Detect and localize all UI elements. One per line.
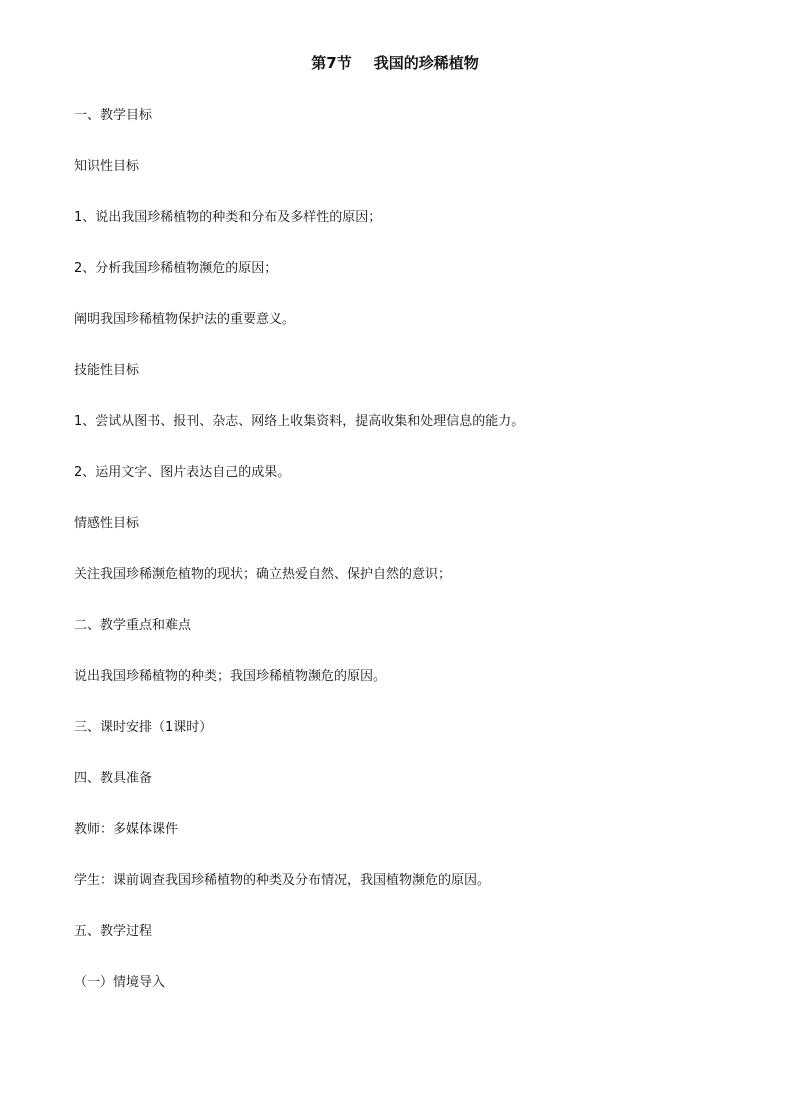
page-title [0,53,790,73]
paragraph-line: 教师：多媒体课件 [74,822,179,837]
subheading-skill-goals: 技能性目标 [74,363,140,378]
subheading-knowledge-goals: 知识性目标 [74,159,140,174]
heading-materials: 四、教具准备 [74,771,153,786]
title-text: 我国的珍稀植物 [373,54,479,72]
heading-key-points: 二、教学重点和难点 [74,618,192,633]
subheading-introduction: （一）情境导入 [74,975,166,990]
paragraph-line: 1、说出我国珍稀植物的种类和分布及多样性的原因； [74,210,382,225]
heading-teaching-goals: 一、教学目标 [74,108,153,123]
subheading-emotional-goals: 情感性目标 [74,516,140,531]
paragraph-line: 1、尝试从图书、报刊、杂志、网络上收集资料，提高收集和处理信息的能力。 [74,414,525,429]
paragraph-line: 关注我国珍稀濒危植物的现状；确立热爱自然、保护自然的意识； [74,567,452,582]
paragraph-line: 学生：课前调查我国珍稀植物的种类及分布情况，我国植物濒危的原因。 [74,873,491,888]
paragraph-line: 2、分析我国珍稀植物濒危的原因； [74,261,278,276]
heading-schedule: 三、课时安排（1课时） [74,720,213,735]
heading-teaching-process: 五、教学过程 [74,924,153,939]
paragraph-line: 2、运用文字、图片表达自己的成果。 [74,465,291,480]
title-section: 第7节 [311,54,352,72]
paragraph-line: 阐明我国珍稀植物保护法的重要意义。 [74,312,296,327]
paragraph-line: 说出我国珍稀植物的种类；我国珍稀植物濒危的原因。 [74,669,387,684]
